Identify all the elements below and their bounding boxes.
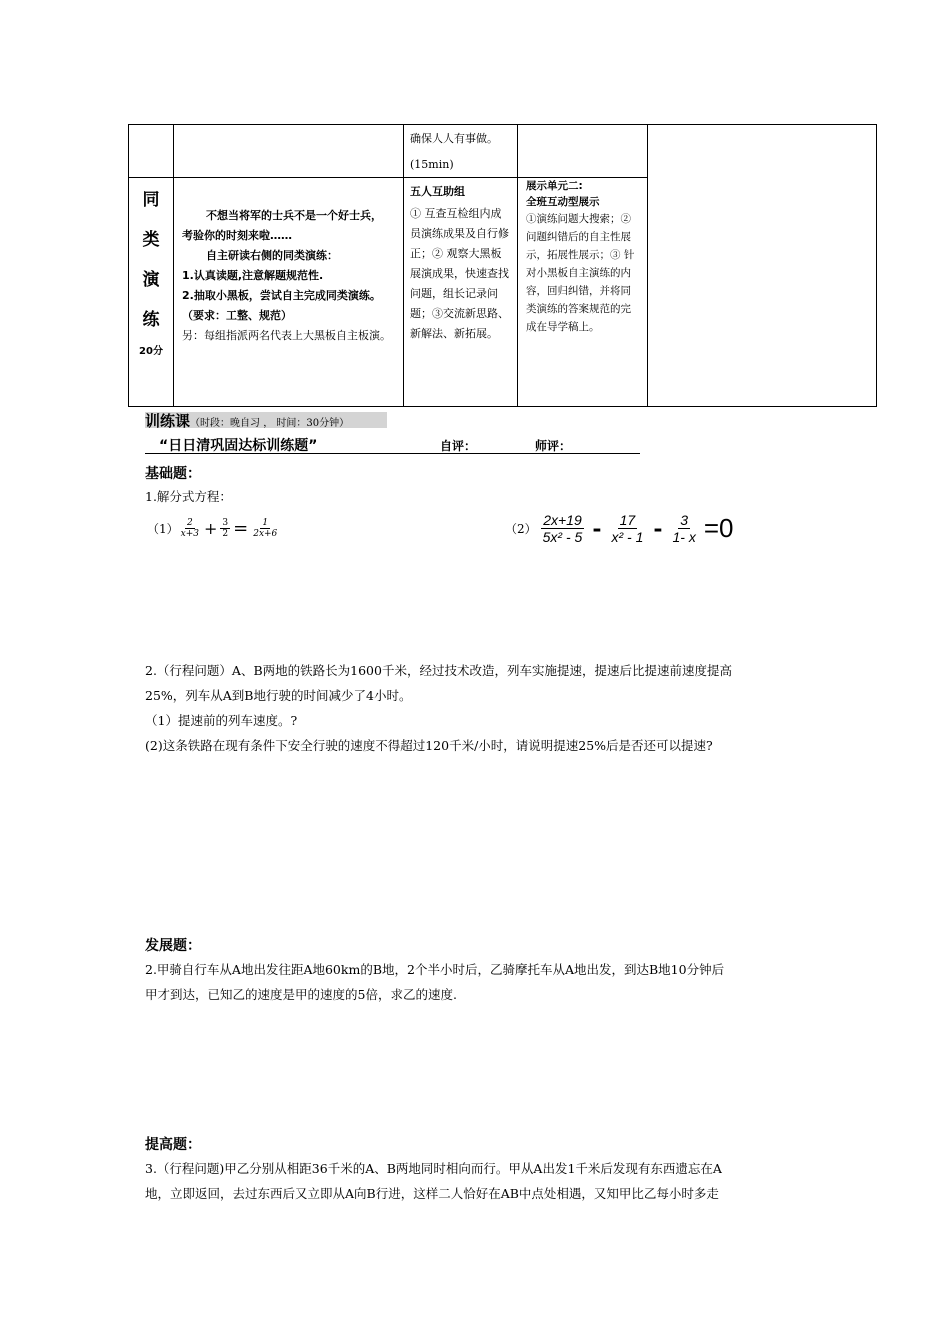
note-text: 另：每组指派两名代表上大黑板自主板演。: [182, 329, 391, 342]
lesson-table: [128, 124, 877, 407]
training-heading: “日日清巩固达标训练题”: [159, 438, 318, 454]
develop-heading: 发展题：: [145, 938, 201, 954]
develop-question-line: 甲才到达，已知乙的速度是甲的速度的5倍，求乙的速度.: [145, 987, 457, 1002]
question-2-sub: （1）提速前的列车速度。?: [145, 713, 298, 728]
intro-text: 自主研读右侧的同类演练：: [206, 249, 338, 262]
intro-text: 不想当将军的士兵不是一个好士兵，: [206, 209, 382, 222]
section-label-char: 练: [142, 310, 160, 330]
section-label: [129, 178, 173, 340]
cell-text: 确保人人有事做。: [410, 132, 498, 145]
basic-heading: 基础题：: [145, 466, 201, 482]
fraction: $\frac{3}{2}$: [222, 518, 229, 539]
self-eval-label: 自评：: [440, 439, 477, 453]
training-heading-line: [145, 435, 640, 454]
intro-cell: [174, 178, 404, 407]
table-cell: [404, 125, 518, 178]
equation-label: （1）: [147, 522, 179, 536]
training-subtitle: （时段：晚自习 ， 时间：30分钟）: [190, 418, 350, 429]
question-2-line: 25%，列车从A到B地行驶的时间减少了4小时。: [145, 688, 412, 703]
requirement: 2.抽取小黑板，尝试自主完成同类演练。: [182, 289, 381, 302]
section-label-char: 同: [142, 190, 160, 210]
intro-text: 考验你的时刻来啦……: [182, 229, 292, 242]
table-cell: [129, 125, 174, 178]
display-text: ①演练问题大搜索；② 问题纠错后的自主性展示，拓展性展示；③ 针对小黑板自主演练的内容，回归纠错，并将同类演练的答案规范的完成在导学稿上。: [526, 213, 635, 333]
develop-question-line: 2.甲骑自行车从A地出发往距A地60km的B地，2个半小时后，乙骑摩托车从A地出发，到达B地10分钟后: [145, 962, 725, 977]
fraction: $\frac{2}{x+3}$: [180, 518, 199, 539]
question-1: 1.解分式方程：: [145, 489, 232, 504]
table-cell: [518, 125, 648, 178]
requirement: 1.认真读题,注意解题规范性.: [182, 269, 324, 282]
fraction: $\frac{3}{1- x}$: [672, 512, 696, 545]
group-cell: [404, 178, 518, 407]
equation-rhs: =0: [703, 513, 734, 543]
fraction: $\frac{2x+19}{\text{5x² - 5}}$: [542, 512, 583, 545]
group-text: ① 互查互检组内成员演练成果及自行修正；② 观察大黑板展演成果，快速查找问题，组长记录问题；③交流新思路、新解法、新拓展。: [410, 207, 509, 340]
training-title-line: [145, 410, 349, 431]
section-label-cell: [129, 178, 174, 407]
advanced-question-line: 地，立即返回，去过东西后又立即从A向B行进，这样二人恰好在AB中点处相遇，又知甲比乙每小时多走: [145, 1186, 719, 1201]
advanced-heading: 提高题：: [145, 1137, 201, 1153]
section-label-char: 类: [142, 230, 160, 250]
operator: =: [233, 518, 249, 539]
table-cell: [174, 125, 404, 178]
section-label-char: 演: [142, 270, 160, 290]
operator: -: [592, 515, 602, 542]
cell-text: (15min): [410, 158, 454, 171]
display-title: 全班互动型展示: [526, 196, 600, 208]
section-time: 20分: [139, 346, 163, 357]
question-2-line: 2.（行程问题）A、B两地的铁路长为1600千米，经过技术改造，列车实施提速，提速后比提速前速度提高: [145, 663, 732, 678]
requirement: （要求：工整、规范）: [182, 309, 292, 322]
advanced-question-line: 3.（行程问题)甲乙分别从相距36千米的A、B两地同时相向而行。甲从A出发1千米后发现有东西遗忘在A: [145, 1161, 722, 1176]
operator: +: [203, 519, 218, 538]
fraction: $\frac{1}{2x+6}$: [253, 518, 278, 539]
display-cell: [518, 178, 648, 407]
group-title: 五人互助组: [410, 185, 465, 198]
question-2-sub: (2)这条铁路在现有条件下安全行驶的速度不得超过120千米/小时，请说明提速25%后是否还可以提速?: [145, 738, 713, 753]
teacher-eval-label: 师评：: [535, 439, 572, 453]
equation-label: （2）: [505, 522, 537, 536]
table-row: [129, 125, 877, 178]
equation-1: [147, 518, 279, 539]
equation-2: [505, 512, 734, 545]
display-title: 展示单元二:: [526, 180, 583, 192]
table-cell: [648, 125, 877, 407]
fraction: $\frac{17}{\text{x² - 1}}$: [611, 512, 644, 545]
operator: -: [653, 515, 663, 542]
training-title: 训练课: [145, 412, 191, 430]
